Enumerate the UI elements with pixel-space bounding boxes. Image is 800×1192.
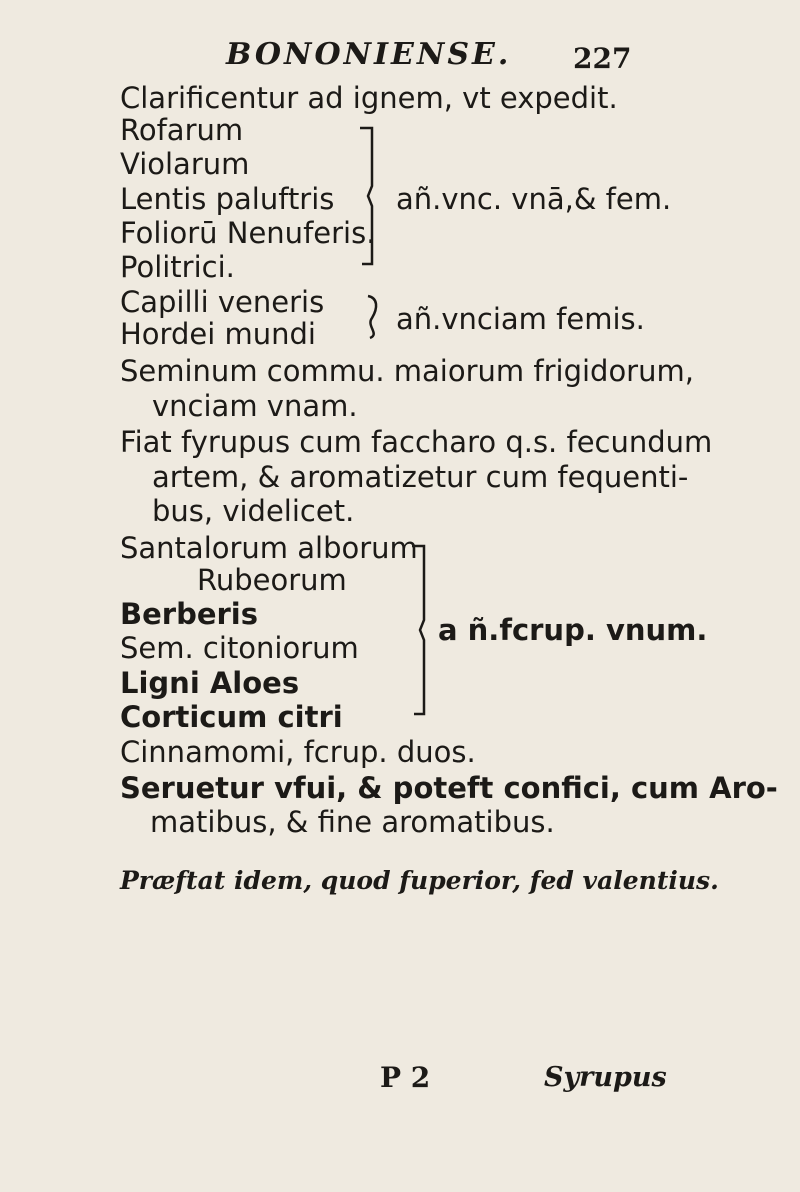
text-line: bus, videlicet.: [152, 494, 355, 528]
text-line: Fiat fyrupus cum faccharo q.s. fecundum: [120, 425, 713, 459]
dose-group3: a ñ.fcrup. vnum.: [438, 613, 708, 647]
ingredient: Lentis paluftris: [120, 182, 335, 216]
running-head: BONONIENSE.: [226, 37, 512, 72]
italic-note: Præftat idem, quod fuperior, fed valentius.: [120, 866, 719, 895]
ingredient: Ligni Aloes: [120, 666, 300, 700]
dose-group2: añ.vnciam femis.: [396, 302, 645, 336]
dose-group1: añ.vnc. vnā,& fem.: [396, 182, 672, 216]
ingredient: Santalorum alborum: [120, 531, 418, 565]
ingredient: Rofarum: [120, 113, 244, 147]
ingredient: Corticum citri: [120, 700, 343, 734]
ingredient: Sem. citoniorum: [120, 631, 359, 665]
bracket-group3: [412, 546, 424, 714]
ingredient: Capilli veneris: [120, 285, 325, 319]
text-line: Seruetur vfui, & poteft confici, cum Aro-: [120, 771, 778, 805]
intro-line: Clarificentur ad ignem, vt expedit.: [120, 81, 618, 115]
text-line: Cinnamomi, fcrup. duos.: [120, 735, 476, 769]
ingredient: Violarum: [120, 147, 250, 181]
ingredient: Rubeorum: [197, 563, 347, 597]
text-line: matibus, & fine aromatibus.: [150, 805, 555, 839]
catchword: Syrupus: [544, 1062, 667, 1093]
bracket-group1: [360, 128, 372, 264]
ingredient: Hordei mundi: [120, 317, 316, 351]
ingredient: Berberis: [120, 597, 259, 631]
text-line: Seminum commu. maiorum frigidorum,: [120, 354, 694, 388]
ingredient: Foliorū Nenuferis.: [120, 216, 376, 250]
page-number: 227: [573, 42, 632, 75]
ingredient: Politrici.: [120, 250, 235, 284]
text-line: artem, & aromatizetur cum fequenti-: [152, 460, 689, 494]
signature-mark: P 2: [380, 1061, 431, 1094]
text-line: vnciam vnam.: [152, 389, 358, 423]
bracket-group2: [368, 296, 376, 338]
